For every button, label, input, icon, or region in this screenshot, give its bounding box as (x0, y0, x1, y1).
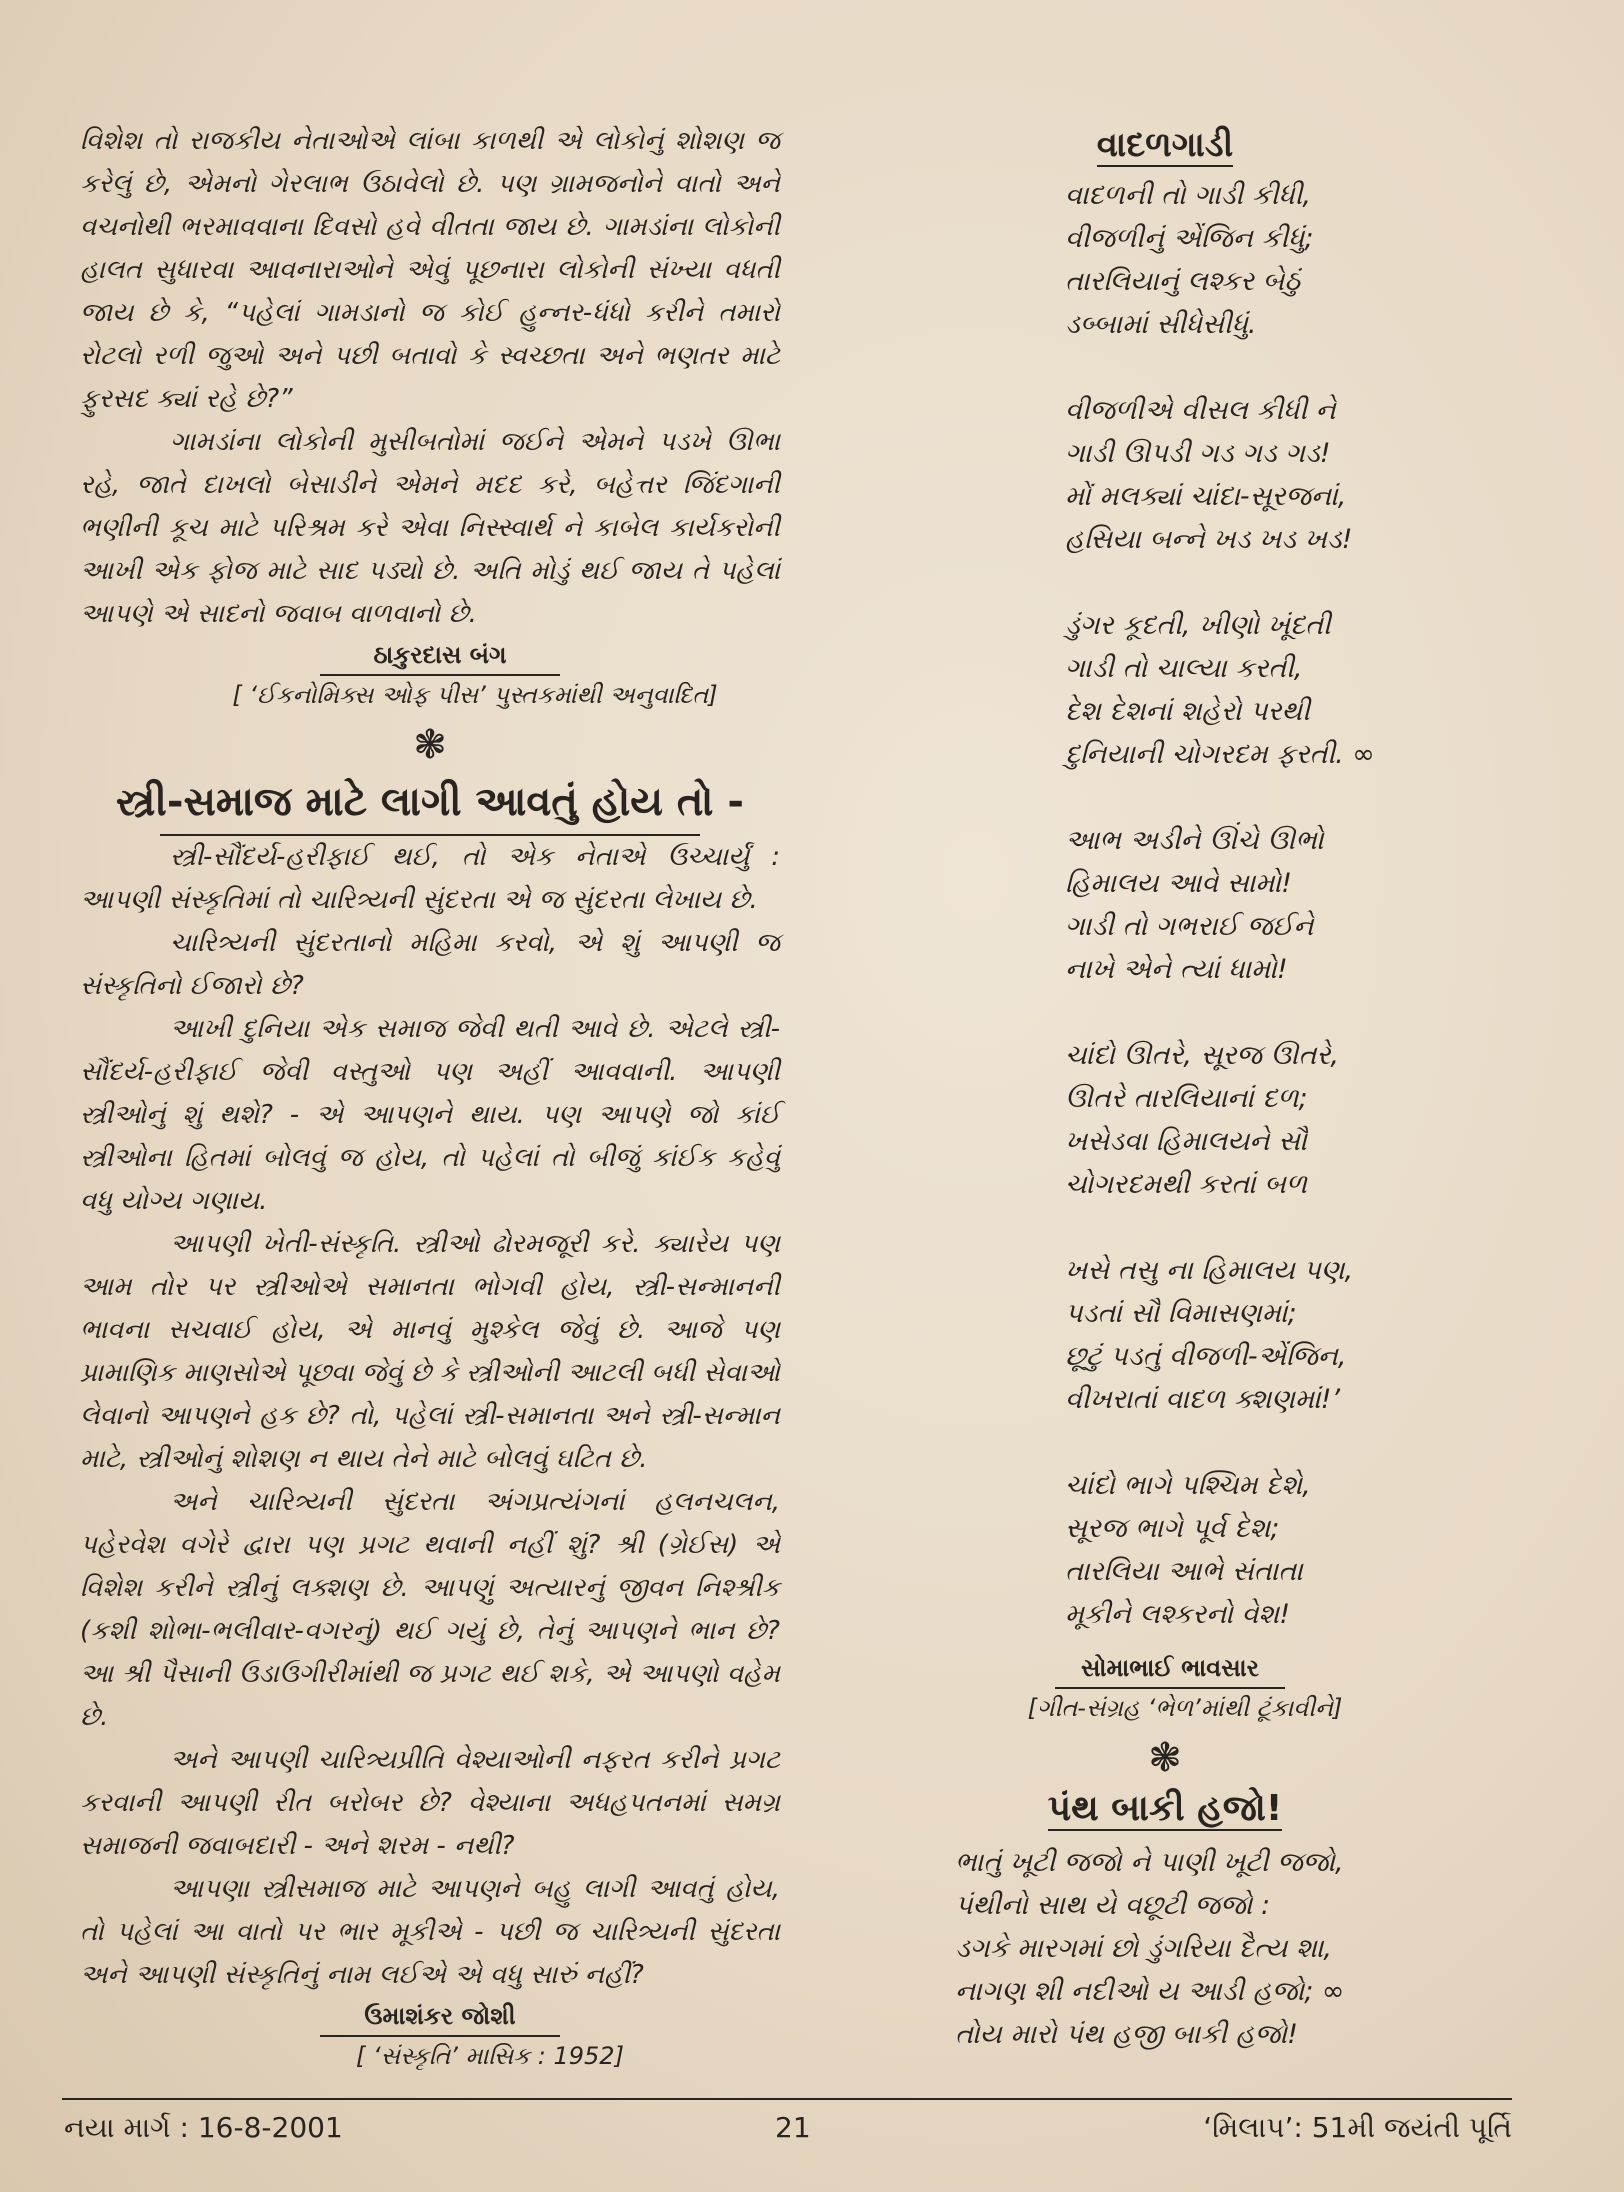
poem2-title (955, 1783, 1375, 1835)
poem-line: નાખે એને ત્યાં ધામો! (1065, 954, 1288, 985)
poem2-line: ભાતું ખૂટી જજો ને પાણી ખૂટી જજો, (955, 1847, 1344, 1878)
footer-rule (62, 2098, 1512, 2100)
left-column (80, 120, 780, 2075)
poem-line: દેશ દેશનાં શહેરો પરથી (1065, 696, 1310, 727)
poem-line: ગાડી ઊપડી ગડ ગડ ગડ! (1065, 438, 1331, 469)
poem-line: ગાડી તો ચાલ્યા કરતી, (1065, 653, 1303, 684)
article-paragraph-3: આખી દુનિયા એક સમાજ જેવી થતી આવે છે. એટલે સ્ત્રી-સૌંદર્ય-હરીફાઈ જેવી વસ્તુઓ પણ અહીં આવવાની. આપણી સ્ત્રીઓનું શું થશે? - એ આપણને થાય. પણ આપણે જો કાંઈ સ્ત્રીઓના હિતમાં બોલવું જ હોય, તો પહેલાં તો બીજું કાંઈક કહેવું વધુ યોગ્ય ગણાય. (80, 1014, 780, 1216)
flower-ornament: ❃ (413, 722, 447, 768)
article-paragraph-2: ચારિત્ર્યની સુંદરતાનો મહિમા કરવો, એ શું આપણી જ સંસ્કૃતિનો ઈજારો છે? (80, 928, 780, 1001)
poem-line: ગાડી તો ગભરાઈ જઈને (1065, 911, 1314, 942)
poem-line: મોં મલક્યાં ચાંદા-સૂરજનાં, (1065, 481, 1347, 512)
intro-paragraph-1: વિશેશ તો રાજકીય નેતાઓએ લાંબા કાળથી એ લોકોનું શોશણ જ કરેલું છે, એમનો ગેરલાભ ઉઠાવેલો છે. પણ ગ્રામજનોને વાતો અને વચનોથી ભરમાવવાના દિવસો હવે વીતતા જાય છે. ગામડાંના લોકોની હાલત સુધારવા આવનારાઓને એવું પૂછનારા લોકોની સંખ્યા વધતી જાય છે કે, “પહેલાં ગામડાનો જ કોઈ હુન્નર-ધંધો કરીને તમારો રોટલો રળી જુઓ અને પછી બતાવો કે સ્વચ્છતા અને ભણતર માટે ફુરસદ ક્યાં રહે છે?” (80, 126, 780, 414)
poem-title (955, 120, 1375, 170)
poem-line: ચોગરદમથી કરતાં બળ (1065, 1169, 1308, 1200)
poem-line: દુનિયાની ચોગરદમ ફરતી. ∞ (1065, 739, 1375, 770)
article-paragraph-4: આપણી ખેતી-સંસ્કૃતિ. સ્ત્રીઓ ઢોરમજૂરી કરે. ક્યારેય પણ આમ તોર પર સ્ત્રીઓએ સમાનતા ભોગવી હોય, સ્ત્રી-સન્માનની ભાવના સચવાઈ હોય, એ માનવું મુશ્કેલ જેવું છે. આજે પણ પ્રામાણિક માણસોએ પૂછવા જેવું છે કે સ્ત્રીઓની આટલી બધી સેવાઓ લેવાનો આપણને હક છે? તો, પહેલાં સ્ત્રી-સમાનતા અને સ્ત્રી-સન્માન માટે, સ્ત્રીઓનું શોશણ ન થાય તેને માટે બોલવું ઘટિત છે. (80, 1229, 780, 1474)
poem-author: સોમાભાઈ ભાવસાર (1055, 1649, 1285, 1689)
poem2-line: તોય મારો પંથ હજી બાકી હજો! (955, 2019, 1298, 2050)
poem-line: વીજળીએ વીસલ કીધી ને (1065, 395, 1336, 426)
article-paragraph-1: સ્ત્રી-સૌંદર્ય-હરીફાઈ થઈ, તો એક નેતાએ ઉચ્ચાર્યું : આપણી સંસ્કૃતિમાં તો ચારિત્ર્યની સુંદરતા એ જ સુંદરતા લેખાય છે. (80, 842, 780, 915)
poem-line: ચાંદો ભાગે પશ્ચિમ દેશે, (1065, 1470, 1311, 1501)
poem-line: હસિયા બન્ને ખડ ખડ ખડ! (1065, 524, 1353, 555)
poem-line: ઊતરે તારલિયાનાં દળ; (1065, 1083, 1308, 1114)
poem2-lines (955, 1841, 1375, 2056)
poem-line: વીજળીનું એંજિન કીધું; (1065, 223, 1314, 254)
poem2-line: ડગકે મારગમાં છો ડુંગરિયા દૈત્ય શા, (955, 1933, 1332, 1964)
poem-line: છૂટું પડતું વીજળી-એંજિન, (1065, 1341, 1347, 1372)
poem-line: વાદળની તો ગાડી કીધી, (1065, 180, 1311, 211)
poem-line: સૂરજ ભાગે પૂર્વ દેશ; (1065, 1513, 1280, 1544)
poem-line: ડબ્બામાં સીધેસીધું. (1065, 309, 1257, 340)
poem-stanza (1065, 1464, 1375, 1636)
poem-stanza (1065, 819, 1375, 991)
article-paragraph-5: અને ચારિત્ર્યની સુંદરતા અંગપ્રત્યંગનાં હલનચલન, પહેરવેશ વગેરે દ્વારા પણ પ્રગટ થવાની નહીં શું? શ્રી (ગ્રેઈસ) એ વિશેશ કરીને સ્ત્રીનું લક્શણ છે. આપણું અત્યારનું જીવન નિશ્શ્રીક (કશી શોભા-ભલીવાર-વગરનું) થઈ ગયું છે, તેનું આપણને ભાન છે? આ શ્રી પૈસાની ઉડાઉગીરીમાંથી જ પ્રગટ થઈ શકે, એ આપણો વહેમ છે. (80, 1487, 780, 1732)
poem-line: ડુંગર કૂદતી, ખીણો ખૂંદતી (1065, 610, 1331, 641)
poem-line: હિમાલય આવે સામો! (1065, 868, 1292, 899)
poem-line: પડતાં સૌ વિમાસણમાં; (1065, 1298, 1297, 1329)
poem-line: ખસેડવા હિમાલયને સૌ (1065, 1126, 1307, 1157)
article-paragraph-7: આપણા સ્ત્રીસમાજ માટે આપણને બહુ લાગી આવતું હોય, તો પહેલાં આ વાતો પર ભાર મૂકીએ - પછી જ ચારિત્ર્યની સુંદરતા અને આપણી સંસ્કૃતિનું નામ લઈએ એ વધુ સારું નહીં? (80, 1874, 780, 1990)
page-number: 21 (775, 2111, 811, 2144)
poem2-title-text: પંથ બાકી હજો! (1047, 1788, 1283, 1829)
poem-stanzas (1065, 174, 1375, 1636)
poem-stanza (1065, 604, 1375, 776)
poem-line: તારલિયા આભે સંતાતા (1065, 1556, 1303, 1587)
article-paragraph-6: અને આપણી ચારિત્ર્યપ્રીતિ વેશ્યાઓની નફરત કરીને પ્રગટ કરવાની આપણી રીત બરોબર છે? વેશ્યાના અધહપતનમાં સમગ્ર સમાજની જવાબદારી - અને શરમ - નથી? (80, 1745, 780, 1861)
footer-supplement: ‘મિલાપ’: 51મી જયંતી પૂર્તિ (1203, 2111, 1512, 2144)
poem-stanza (1065, 1249, 1375, 1421)
poem2-line: નાગણ શી નદીઓ ય આડી હજો; ∞ (955, 1976, 1345, 2007)
footer-publication: નયા માર્ગ : 16-8-2001 (64, 2111, 343, 2144)
poem-line: આભ અડીને ઊંચે ઊભો (1065, 825, 1324, 856)
poem-stanza (1065, 174, 1375, 346)
article-source: [ ‘સંસ્કૃતિ’ માસિક : 1952] (356, 2042, 624, 2070)
flower-ornament-right: ❃ (1148, 1735, 1182, 1781)
poem-line: મૂકીને લશ્કરનો વેશ! (1065, 1599, 1291, 1630)
poem2-line: પંથીનો સાથ યે વછૂટી જજો : (955, 1890, 1271, 1921)
poem-line: ખસે તસુ ના હિમાલય પણ, (1065, 1255, 1354, 1286)
intro-paragraph-2: ગામડાંના લોકોની મુસીબતોમાં જઈને એમને પડખે ઊભા રહે, જાતે દાખલો બેસાડીને એમને મદદ કરે, બહેત્તર જિંદગાની ભણીની કૂચ માટે પરિશ્રમ કરે એવા નિસ્સ્વાર્થ ને કાબેલ કાર્યકરોની આખી એક ફોજ માટે સાદ પડ્યો છે. અતિ મોડું થઈ જાય તે પહેલાં આપણે એ સાદનો જવાબ વાળવાનો છે. (80, 427, 780, 629)
poem-stanza (1065, 1034, 1375, 1206)
poem-line: ચાંદો ઊતરે, સૂરજ ઊતરે, (1065, 1040, 1339, 1071)
poem-stanza (1065, 389, 1375, 561)
article-author: ઉમાશંકર જોશી (320, 1997, 560, 2037)
poem-line: વીખરાતાં વાદળ ક્શણમાં!’ (1065, 1384, 1341, 1415)
right-column (955, 120, 1375, 2056)
article-title: સ્ત્રી-સમાજ માટે લાગી આવતું હોય તો - (116, 779, 744, 825)
intro-source: [ ‘ઈકનોમિક્સ ઓફ પીસ’ પુસ્તકમાંથી અનુવાદિત] (232, 681, 718, 709)
poem-source: [ગીત-સંગ્રહ ‘ભેળ’માંથી ટૂંકાવીને] (1027, 1694, 1343, 1722)
poem-line: તારલિયાનું લશ્કર બેઠું (1065, 266, 1300, 297)
poem-title-text: વાદળગાડી (1096, 125, 1234, 165)
intro-author: ઠાકુરદાસ બંગ (320, 636, 560, 676)
